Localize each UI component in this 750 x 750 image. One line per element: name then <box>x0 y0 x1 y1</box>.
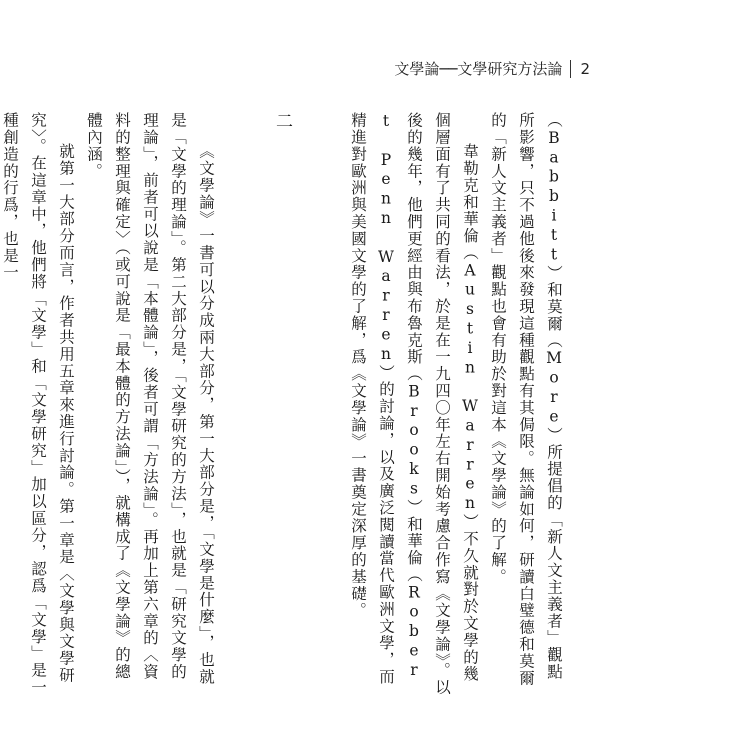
paragraph-1: （Babbitt）和莫爾（More）所提倡的「新人文主義者」觀點所影響，只不過他後來發現這種觀點有其侷限。無論如何，研讀白璧德和莫爾的「新人文主義者」觀點也會有助於對這本《文學論》的了解。 <box>489 112 563 687</box>
body-text <box>0 112 568 697</box>
section-heading: 二 <box>272 112 292 131</box>
page-number: 2 <box>580 59 590 78</box>
paragraph-3: 《文學論》一書可以分成兩大部分，第一大部分是，「文學是什麼」，也就是「文學的理論」。第二大部分是，「文學研究的方法」，也就是「研究文學的理論」，前者可以說是「本體論」，後者可謂「方法論」。再加上第六章的〈資料的整理與確定〉（或可說是「最本體的方法論」），就構成了《文學論》的總體內涵。 <box>85 112 215 686</box>
header-title: 文學論──文學研究方法論 <box>394 60 563 78</box>
paragraph-4: 就第一大部分而言，作者共用五章來進行討論。第一章是〈文學與文學研究〉。在這章中，他們將「文學」和「文學研究」加以區分，認爲「文學」是一種創造的行爲，也是一 <box>1 112 75 696</box>
paragraph-2: 韋勒克和華倫（Austin Warren）不久就對於文學的幾個層面有了共同的看法，於是在一九四〇年左右開始考慮合作寫《文學論》。以後的幾年，他們更經由與布魯克斯（Brooks）和華倫（Robert Penn Warren）的討論，以及廣泛閱讀當代歐洲文學，而精進對歐洲與美國文學的了解，爲《文學論》一書奠定深厚的基礎。 <box>349 112 479 696</box>
running-header <box>394 58 590 79</box>
header-divider <box>570 60 571 78</box>
